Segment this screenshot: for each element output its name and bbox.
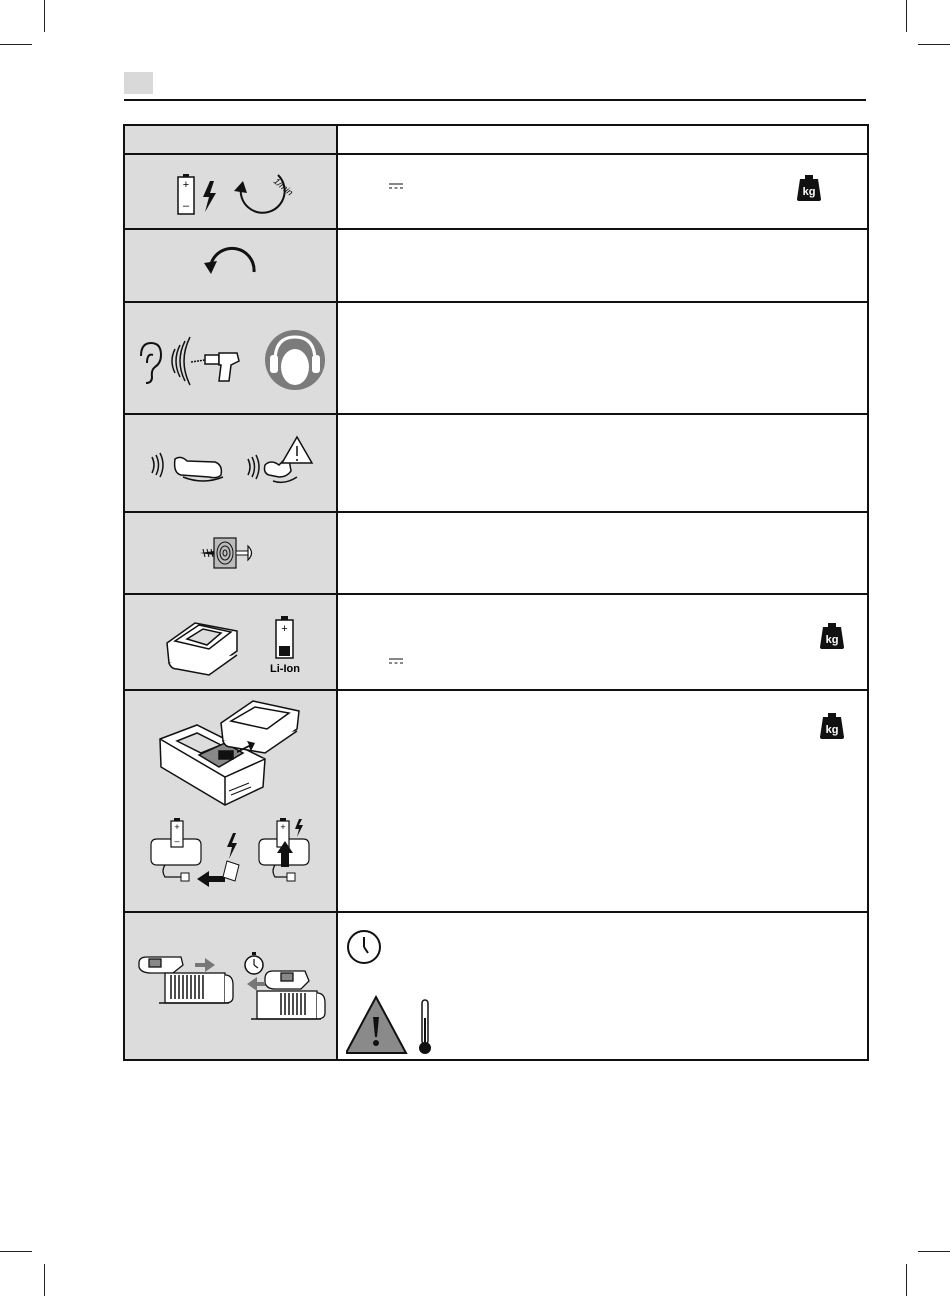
battery-insert-icon bbox=[139, 957, 233, 1003]
value-cell bbox=[338, 415, 867, 513]
battery-icon bbox=[270, 616, 300, 675]
thermometer-icon bbox=[417, 998, 433, 1056]
svg-text:Li-Ion: Li-Ion bbox=[270, 663, 300, 675]
table-row bbox=[125, 228, 867, 303]
charging-icon bbox=[151, 818, 309, 887]
rotation-speed-icon bbox=[234, 175, 295, 213]
clock-icon bbox=[346, 929, 382, 965]
value-cell bbox=[338, 691, 867, 913]
svg-text:+: + bbox=[280, 822, 286, 832]
icon-cell bbox=[125, 415, 338, 513]
icon-cell bbox=[125, 595, 338, 691]
warning-triangle-icon bbox=[346, 995, 410, 1055]
battery-pack-icon bbox=[167, 623, 237, 675]
svg-text:+: + bbox=[174, 822, 180, 832]
spec-table bbox=[123, 124, 869, 1061]
svg-text:–: – bbox=[182, 200, 190, 212]
svg-text:–: – bbox=[174, 836, 180, 846]
table-row bbox=[125, 413, 867, 513]
sound-waves-icon bbox=[172, 337, 190, 385]
page-number-tab bbox=[124, 72, 153, 94]
value-cell bbox=[338, 513, 867, 595]
crop-mark bbox=[44, 0, 45, 32]
table-row bbox=[125, 911, 867, 1059]
table-row bbox=[125, 301, 867, 415]
svg-text:+: + bbox=[182, 179, 190, 191]
icon-cell bbox=[125, 303, 338, 415]
value-cell bbox=[338, 595, 867, 691]
lightning-icon bbox=[203, 181, 216, 212]
battery-icon bbox=[178, 174, 194, 214]
warning-triangle-icon bbox=[282, 437, 312, 463]
value-cell bbox=[338, 230, 867, 303]
battery-pack-icon bbox=[221, 701, 299, 753]
screw-in-wood-icon bbox=[200, 538, 252, 568]
counterclockwise-arrow-icon bbox=[204, 248, 254, 274]
table-row bbox=[125, 593, 867, 691]
header-icon-cell bbox=[125, 126, 338, 155]
remove-arrow-icon bbox=[247, 977, 265, 991]
icon-cell bbox=[125, 913, 338, 1059]
battery-insert-icon bbox=[251, 971, 325, 1019]
svg-text:+: + bbox=[281, 623, 288, 635]
table-header-row bbox=[125, 126, 867, 155]
svg-text:1/min: 1/min bbox=[271, 175, 296, 198]
crop-mark bbox=[906, 0, 907, 32]
table-row bbox=[125, 689, 867, 913]
ear-icon bbox=[141, 343, 161, 383]
svg-text:kg: kg bbox=[825, 634, 839, 646]
crop-mark bbox=[0, 44, 32, 45]
insert-arrow-icon bbox=[195, 958, 215, 972]
crop-mark bbox=[906, 1264, 907, 1296]
header-rule bbox=[124, 99, 866, 101]
icon-cell bbox=[125, 513, 338, 595]
header-value-cell bbox=[338, 126, 867, 155]
dc-current-symbol bbox=[388, 182, 404, 190]
table-row bbox=[125, 153, 867, 230]
svg-text:kg: kg bbox=[802, 186, 816, 198]
ear-protection-icon bbox=[265, 330, 325, 390]
crop-mark bbox=[918, 44, 950, 45]
value-cell bbox=[338, 303, 867, 415]
icon-cell bbox=[125, 691, 338, 913]
drill-icon bbox=[191, 353, 239, 381]
svg-text:kg: kg bbox=[825, 724, 839, 736]
crop-mark bbox=[44, 1264, 45, 1296]
table-row bbox=[125, 511, 867, 595]
crop-mark bbox=[0, 1251, 32, 1252]
crop-mark bbox=[918, 1251, 950, 1252]
weight-kg-icon bbox=[795, 174, 823, 202]
weight-kg-icon bbox=[818, 622, 846, 650]
value-cell bbox=[338, 913, 867, 1059]
value-cell bbox=[338, 155, 867, 230]
vibration-hand-arm-icon bbox=[152, 453, 223, 481]
icon-cell bbox=[125, 155, 338, 230]
weight-kg-icon bbox=[818, 712, 846, 740]
stopwatch-icon bbox=[245, 952, 263, 974]
dc-current-symbol bbox=[388, 657, 404, 665]
icon-cell bbox=[125, 230, 338, 303]
